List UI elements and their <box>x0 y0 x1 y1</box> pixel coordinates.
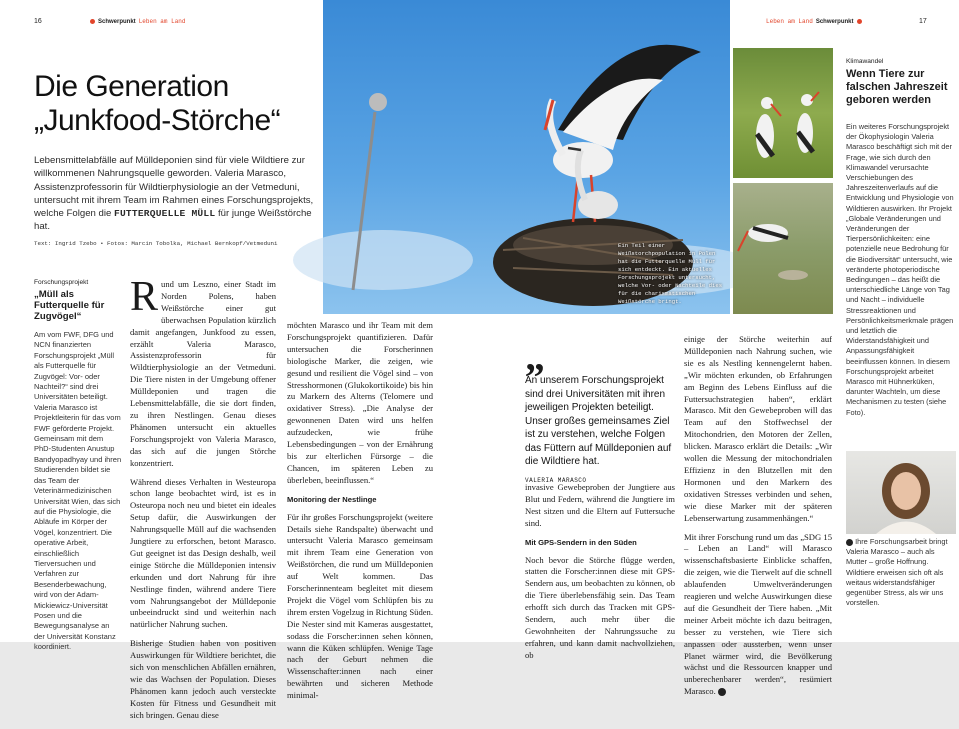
stork-foraging-photo <box>733 183 833 314</box>
section-label: Schwerpunkt <box>98 18 136 25</box>
col3-paragraph-2: Noch bevor die Störche flügge werden, statten die Forscher:innen diese mit GPS-Sendern aus, um beobachten zu können, ob die Tiere überlebensfähig sein. Das Team erhofft sich durch das Tracken mit GPS-Sendern, auch mehr über die Gewohnheiten der Nahrungssuche zu erfahren, und kann damit nachvollziehen, ob <box>525 554 675 660</box>
quote-text: An unserem Forschungsprojekt sind drei Universitäten mit ihren jeweiligen Projekten beteiligt. Unser großes gemeinsames Ziel ist zu verstehen, welche Folgen das Füttern auf Mülldeponien auf die Wildtiere hat. <box>525 375 672 467</box>
lead-text-1: Lebensmittelabfälle auf Mülldeponien sind für viele Wildtiere zur willkommenen Nahrungsquelle geworden. Valeria Marasco, Assistenzprofessorin für Wildtierphysiologie an der Vetmeduni, untersucht mit ihrem Team im Rahmen eines Forschungsprojekts, welche Folgen die <box>34 155 314 220</box>
photo-caption: Ein Teil einer Weißstorchpopulation in Polen hat die Futterquelle Müll für sich entdeckt. Ein aktuelles Forschungsprojekt untersucht, welche Vor- oder Nachteile dies für die charismatischen Weißstörche bringt. <box>618 242 723 305</box>
running-head-right <box>766 18 862 25</box>
page-number-left: 16 <box>34 18 42 25</box>
col4-paragraph-2: Mit ihrer Forschung rund um das „SDG 15 – Leben an Land“ will Marasco wissenschaftsbasierte Einblicke schaffen, die zeigen, wie die Tierwelt auf die schnell ablaufenden Umweltveränderungen reagieren und welche Auswirkungen diese auf die Gesundheit der Tiere haben. „Mit meiner Arbeit möchte ich dazu beitragen, besser zu verstehen, wie Tiere sich anpassen oder aussterben, wenn unser Planet wärmer wird, die Bevölkerung wächst und die Ressourcen knapper und unberechenbarer werden“, resümiert Marasco. <box>684 531 832 697</box>
col1-paragraph-2: Während dieses Verhalten in Westeuropa schon lange beobachtet wird, ist es in Osteuropa noch neu und bietet ein ideales Setup dafür, die Auswirkungen der Nahrungsquelle Müll auf die wachsenden Jungtiere zu erforschen, betont Marasco. Gut geeignet ist das Design deshalb, weil einige Störche die Mülldeponien intensiv erkunden und dort Nahrung für ihre Nestlinge finden, während andere Tiere vom Nahrungsangebot der Mülldeponie unbeeindruckt sind und weiterhin nach natürlicher Nahrung suchen. <box>130 476 276 630</box>
end-mark-icon <box>718 688 726 696</box>
accent-dot-right <box>857 19 862 24</box>
dropcap: R <box>130 274 159 320</box>
arrow-bullet-icon <box>846 539 853 546</box>
portrait-photo <box>846 451 956 534</box>
section-label-right: Schwerpunkt <box>815 18 854 25</box>
body-column-4 <box>684 334 832 705</box>
sidebar-kicker: Forschungsprojekt <box>34 279 89 286</box>
storks-in-grass-photo <box>733 48 833 178</box>
col2-paragraph-2: Für ihr großes Forschungsprojekt (weitere Details siehe Randspalte) überwacht und untersucht Valeria Marasco gemeinsam mit ihrem Team eine Generation von Weißstörchen, die rund um Mülldeponien auf Welt kommen. Das Forscherinnenteam begleitet mit diesem Projekt die Vögel vom Schlüpfen bis zu ihrem ersten Vogelzug in Richtung Süden. Die Nester sind mit Kameras ausgestattet, sodass die Forscher:innen sehen können, wann die Küken schlüpfen. Wenige Tage nach der Geburt nehmen die Wissenschafter:innen nach einer bewährten und sicheren Methode minimal- <box>287 511 433 701</box>
lead-emphasis: FUTTERQUELLE MÜLL <box>114 208 216 220</box>
page-number-right: 17 <box>919 18 927 25</box>
title-line-2: „Junkfood-Störche“ <box>34 104 281 137</box>
sidebar-headline: „Müll als Futterquelle für Zugvögel“ <box>34 289 105 322</box>
portrait-graphic <box>846 451 956 534</box>
col3-subhead: Mit GPS-Sendern in den Süden <box>525 537 637 547</box>
body-column-3 <box>525 482 675 669</box>
subsection-label-right: Leben am Land <box>766 18 813 25</box>
quote-author: VALERIA MARASCO <box>525 476 587 484</box>
klima-headline: Wenn Tiere zur falschen Jahreszeit geboren werden <box>846 68 948 106</box>
sidebar-body: Am vom FWF, DFG und NCN finanzierten Forschungsprojekt „Müll als Futterquelle für Zugvögel: Vor- oder Nachteil?“ sind drei Universitäten beteiligt. Valeria Marasco ist Projektleiterin für das vom FWF geförderte Projekt. Gemeinsam mit dem PhD-Studenten Anustup Bandyopadhyay und ihren Studierenden bildet sie das Team der Veterinärmedizinischen Universität Wien, das sich auf die Physiologie, die Abläufe im Körper der Vögel, konzentriert. Die operative Arbeit, einschließlich Tierversuchen und Verfahren zur Besenderbewachung, wird von der Adam-Mickiewicz-Universität Posen und die Bewegungsanalyse an der Universität Konstanz koordiniert. <box>34 330 122 652</box>
running-head-left <box>90 18 186 25</box>
article-lead <box>34 154 314 234</box>
portrait-caption-text: Ihre Forschungsarbeit bringt Valeria Marasco – auch als Mutter – große Hoffnung. Wildtiere erweisen sich oft als weitaus widerstandsfähiger gegenüber Stress, als wir uns vorstellen. <box>846 537 948 608</box>
pull-quote <box>525 334 675 484</box>
klima-body: Ein weiteres Forschungsprojekt der Ökophysiologin Valeria Marasco beschäftigt sich mit der Frage, wie sich durch den Klimawandel verursachte Verschiebungen des Jahreszeitenverlaufs auf die Entwicklung und Physiologie von Wildtieren auswirken. Ihr Projekt „Globale Veränderungen und Veränderungen der Tierpersönlichkeiten: eine potenzielle neue Bedrohung für die Biodiversität“ untersucht, wie veränderte photoperiodische Bedingungen – das heißt die unterschiedliche Länge von Tag und Nacht – individuelle Stressreaktionen und Persönlichkeitsmerkmale prägen und letztlich die Widerstandsfähigkeit und Anpassungsfähigkeit beeinflussen können. In diesem Forschungsprojekt arbeitet Marasco mit Hühnerküken, darunter Wachteln, um diese Mechanismen zu testen (siehe Foto). <box>846 122 954 417</box>
col4-paragraph-1: einige der Störche weiterhin auf Mülldeponien nach Nahrung suchen, wie sie es als Nestling kennengelernt haben. „Wir möchten erkunden, ob Erfahrungen am Beginn des Lebens Einfluss auf die Futtersuchstrategien haben“, erklärt Marasco. Mit den Gewebeproben will das Team auf den Stoffwechsel der Mitochondrien, den Motoren der Zellen, blicken. Marasco erklärt die Details: „Wir wollen die Messung der mitochondrialen Effizienz in den Blutzellen mit den Hormonen und den Markern des oxidativen Stresses verbinden und sehen, wie diese Marker mit der späteren Lebenserwartung zusammenhängen.“ <box>684 334 832 523</box>
col1-paragraph-3: Bisherige Studien haben von positiven Auswirkungen für Wildtiere berichtet, die sich von menschlichen Abfällen ernähren, wie das Wachsen der Population. Dieses Phänomen kann jedoch auch versteckte Kosten für Fitness und Gesundheit mit sich bringen. Genau diese <box>130 638 276 720</box>
storks-graphic <box>733 48 833 178</box>
accent-dot <box>90 19 95 24</box>
klima-kicker: Klimawandel <box>846 58 884 65</box>
col2-paragraph-1: möchten Marasco und ihr Team mit dem Forschungsprojekt quantifizieren. Dafür untersuchen die Forscherinnen biologische Marker, die zeigen, wie gesund und resilient die Vögel sind – von Stresshormonen (Glukokortikoide) bis hin zu Markern des Alterns (Telomere und oxidativer Stress). „Die Analyse der gewonnenen Daten wird uns helfen aufzudecken, wie frühe Lebensbedingungen – von der Ernährung bis zur elterlichen Fürsorge – die Chancen, im späteren Leben zu überleben, beeinflussen.“ <box>287 320 433 485</box>
subsection-label: Leben am Land <box>138 18 186 25</box>
portrait-caption <box>846 537 956 608</box>
lead-text-2: für junge Weißstörche hat. <box>34 208 312 233</box>
body-column-2 <box>287 320 433 709</box>
credits: Text: Ingrid Tzebo • Fotos: Marcin Tobolka, Michael Bernkopf/Vetmeduni <box>34 240 278 247</box>
stork-foraging-graphic <box>733 183 833 314</box>
quote-mark: „ <box>525 334 545 379</box>
col3-paragraph-1: invasive Gewebeproben der Jungtiere aus Blut und Federn, während die Jungtiere im Nest sitzen und die Eltern auf Futtersuche sind. <box>525 482 675 528</box>
col2-subhead: Monitoring der Nestlinge <box>287 494 377 504</box>
body-column-1 <box>130 274 276 729</box>
title-line-1: Die Generation <box>34 70 229 103</box>
col1-paragraph-1: und um Leszno, einer Stadt im Norden Polens, haben Weißstörche einer gut überwachsen Population kürzlich damit angefangen, Junkfood zu essen, erzählt Valeria Marasco, Assistenzprofessorin für Wildtierphysiologie an der Vetmeduni. Die Tiere nisten in der Umgebung offener Mülldeponien und tragen die Lebensmittelabfälle, die sie dort finden, zu ihren Nestlingen. Genau dieses Phänomen untersucht ein aktuelles Forschungsprojekt von Valeria Marasco, das sich auf die jungen Störche konzentriert. <box>130 279 276 468</box>
article-title <box>34 70 324 138</box>
